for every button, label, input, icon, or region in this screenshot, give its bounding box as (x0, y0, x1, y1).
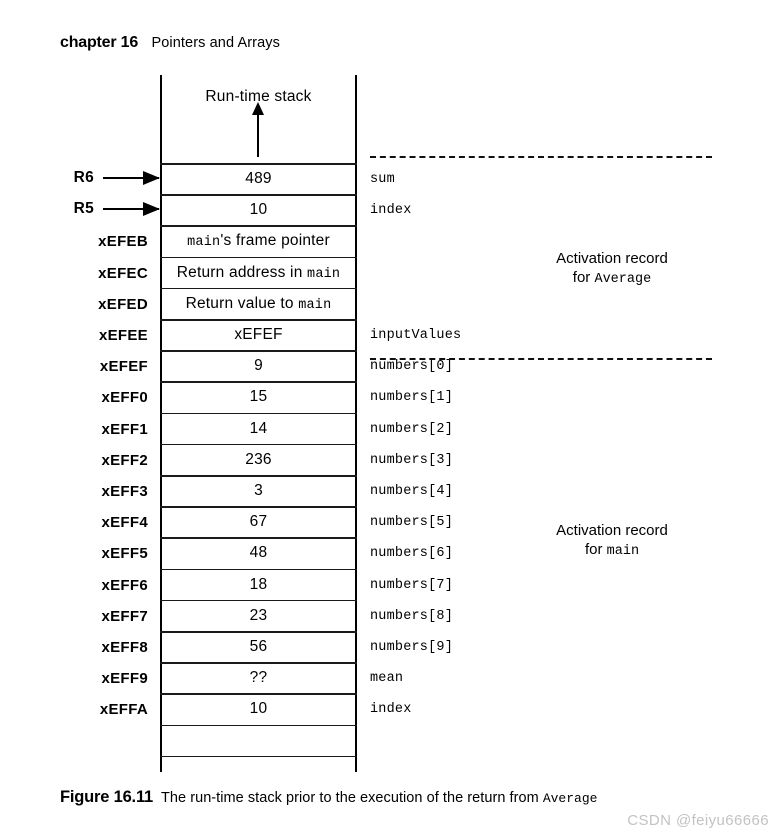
activation-record-main-line1: Activation record (556, 522, 668, 539)
stack-cell-value: xEFEF (234, 326, 283, 343)
stack-address-label: xEFFA (99, 701, 148, 719)
stack-cell-value: 9 (254, 357, 263, 375)
activation-record-main-func: main (606, 544, 640, 559)
stack-address-label: xEFEC (98, 264, 148, 282)
stack-variable-label: mean (370, 671, 404, 687)
stack-cell-value: ?? (249, 669, 268, 687)
stack-address-label: xEFF0 (101, 389, 148, 407)
stack-row-separator (160, 725, 357, 727)
stack-row-separator (160, 756, 357, 758)
chapter-label: chapter 16 (60, 34, 139, 51)
stack-cell-value-text: 's frame pointer (220, 232, 330, 250)
stack-cell-value: 14 (249, 419, 268, 437)
right-arrow-icon (103, 208, 159, 210)
chapter-title: Pointers and Arrays (151, 35, 280, 51)
stack-row-separator (160, 163, 357, 165)
stack-row-separator (160, 225, 357, 227)
activation-record-main-line2 (492, 540, 732, 561)
activation-record-average (492, 249, 732, 289)
stack-variable-label: numbers[9] (370, 640, 454, 655)
figure-caption (60, 788, 597, 807)
stack-address-label: xEFF6 (101, 576, 148, 594)
stack-cell-value-mono: main (307, 266, 341, 282)
stack-cell-value-mono: main (187, 235, 221, 251)
right-arrow-icon (103, 177, 159, 179)
stack-cell-value: 3 (254, 482, 263, 499)
stack-address-label: xEFF3 (101, 483, 148, 500)
stack-cell-value: 15 (249, 388, 268, 406)
register-pointer-r5 (62, 199, 159, 219)
stack-row-separator (160, 194, 357, 196)
stack-cell-value: 56 (249, 638, 268, 655)
stack-row-separator (160, 381, 357, 383)
stack-row-separator (160, 257, 357, 259)
stack-variable-label: numbers[7] (370, 577, 454, 593)
activation-record-divider-bottom (370, 358, 712, 360)
stack-row-separator (160, 288, 357, 290)
stack-cell-value (160, 232, 357, 250)
figure-caption-function: Average (542, 791, 598, 806)
stack-cell-value: 10 (249, 201, 268, 219)
stack-address-label: xEFF4 (101, 514, 148, 532)
stack-row-separator (160, 319, 357, 321)
stack-variable-label: numbers[3] (370, 452, 454, 468)
stack-address-label: xEFF2 (101, 451, 148, 469)
register-name-label: R5 (73, 200, 94, 218)
figure-caption-text: The run-time stack prior to the execution of the return from (160, 790, 543, 806)
stack-variable-label: numbers[1] (370, 390, 454, 406)
up-arrow-icon (257, 113, 259, 157)
stack-address-label: xEFF8 (101, 639, 148, 656)
stack-address-label: xEFEE (98, 327, 148, 344)
stack-row-separator (160, 413, 357, 415)
run-time-stack-title: Run-time stack (205, 88, 312, 105)
figure-number: Figure 16.11 (60, 788, 153, 806)
stack-cell-value: 23 (249, 606, 268, 624)
stack-row-separator (160, 693, 357, 695)
stack-cell-value: 10 (249, 700, 268, 718)
stack-row-separator (160, 631, 357, 633)
stack-variable-label: numbers[4] (370, 484, 454, 499)
stack-address-label: xEFEF (99, 358, 148, 376)
activation-record-divider-top (370, 156, 712, 158)
stack-address-label: xEFED (98, 295, 148, 313)
activation-record-main (492, 521, 732, 561)
stack-cell-value (160, 264, 357, 282)
stack-cell-value-mono: main (298, 297, 332, 313)
stack-variable-label: numbers[6] (370, 546, 454, 562)
csdn-watermark: CSDN @feiyu66666 (627, 812, 769, 829)
stack-address-label: xEFF7 (101, 607, 148, 625)
stack-row-separator (160, 350, 357, 352)
stack-variable-label: inputValues (370, 328, 462, 343)
register-name-label: R6 (73, 169, 94, 186)
stack-address-label: xEFF1 (101, 420, 148, 438)
stack-address-label: xEFEB (98, 233, 148, 251)
activation-record-main-prefix: for (584, 541, 607, 558)
activation-record-average-line1: Activation record (556, 250, 668, 267)
stack-cell-value: 489 (245, 170, 272, 187)
stack-address-label: xEFF5 (101, 545, 148, 563)
stack-row-separator (160, 569, 357, 571)
activation-record-average-line2 (492, 268, 732, 289)
stack-row-separator (160, 662, 357, 664)
register-pointer-r6 (62, 168, 159, 188)
chapter-heading (60, 34, 280, 52)
stack-variable-label: index (370, 203, 412, 219)
stack-cell-value-text: Return value to (185, 294, 299, 312)
stack-cell-value: 18 (249, 575, 268, 593)
activation-record-average-func: Average (594, 272, 652, 287)
stack-variable-label: sum (370, 172, 395, 187)
stack-cell-value (160, 295, 357, 313)
stack-row-separator (160, 475, 357, 477)
stack-cell-value: 236 (245, 450, 272, 468)
stack-address-label: xEFF9 (101, 670, 148, 688)
stack-row-separator (160, 506, 357, 508)
stack-variable-label: numbers[8] (370, 608, 454, 624)
stack-row-separator (160, 444, 357, 446)
stack-variable-label: index (370, 702, 412, 718)
stack-row-separator (160, 537, 357, 539)
stack-variable-label: numbers[2] (370, 421, 454, 437)
activation-record-average-prefix: for (572, 269, 595, 286)
stack-cell-value: 67 (249, 513, 268, 531)
stack-row-separator (160, 600, 357, 602)
stack-variable-label: numbers[0] (370, 359, 454, 375)
stack-cell-value: 48 (249, 544, 268, 562)
stack-cell-value-text: Return address in (176, 263, 308, 281)
stack-variable-label: numbers[5] (370, 515, 454, 531)
